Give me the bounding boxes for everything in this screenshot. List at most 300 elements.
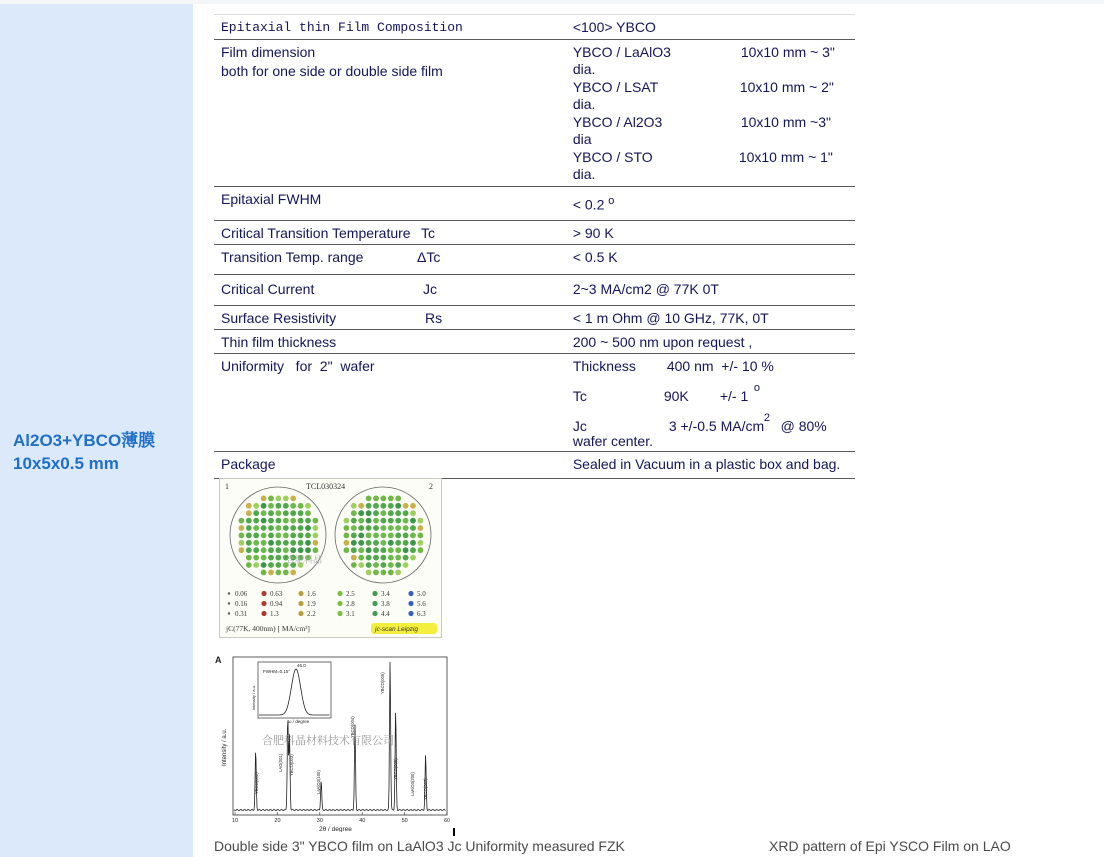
wafer-dot bbox=[305, 525, 311, 531]
dimension-dia: dia bbox=[572, 131, 592, 147]
wafer-dot bbox=[410, 540, 416, 546]
uniformity-tc-name: Tc bbox=[572, 388, 587, 404]
wafer-dot bbox=[246, 525, 252, 531]
xrd-watermark: 合肥科晶材料技术有限公司 bbox=[262, 735, 394, 747]
dimension-dia: dia. bbox=[572, 166, 596, 182]
uniformity-jc-name: Jc bbox=[572, 418, 587, 434]
wafer-dot bbox=[381, 555, 387, 561]
wafer-dot bbox=[253, 555, 259, 561]
wafer-dot bbox=[283, 540, 289, 546]
legend-value: 1.3 bbox=[270, 610, 279, 618]
wafer-dot bbox=[313, 533, 319, 539]
xrd-panel-letter: A bbox=[215, 655, 222, 665]
spec-value bbox=[566, 354, 855, 452]
wafer-dot bbox=[381, 540, 387, 546]
wafer-dot bbox=[403, 555, 409, 561]
wafer-dot bbox=[305, 540, 311, 546]
wafer-dot bbox=[395, 562, 401, 568]
jc-uniformity-image bbox=[219, 478, 442, 638]
legend-value: 1.9 bbox=[307, 600, 316, 608]
wafer-dot bbox=[268, 510, 274, 516]
wafer-dot bbox=[305, 533, 311, 539]
spec-row-dimension bbox=[214, 40, 855, 187]
xrd-inset-fwhm: FWHM=0.15° bbox=[263, 669, 291, 674]
jc-scan-badge: jc-scan Leipzig bbox=[375, 626, 418, 633]
spec-label bbox=[214, 306, 566, 330]
wafer-dot bbox=[276, 525, 282, 531]
wafer-dot bbox=[290, 533, 296, 539]
wafer-dot bbox=[246, 562, 252, 568]
wafer-dot bbox=[388, 540, 394, 546]
wafer-dot bbox=[366, 525, 372, 531]
wafer-dot bbox=[268, 570, 274, 576]
spec-row-dtc bbox=[214, 245, 855, 275]
wafer-dot bbox=[373, 547, 379, 553]
wafer-dot bbox=[366, 540, 372, 546]
wafer-dot bbox=[239, 540, 245, 546]
wafer-dot bbox=[381, 562, 387, 568]
wafer-dot bbox=[246, 547, 252, 553]
wafer-dot bbox=[418, 518, 424, 524]
wafer-dot bbox=[366, 503, 372, 509]
wafer-dot bbox=[246, 533, 252, 539]
dimension-item bbox=[573, 114, 848, 149]
jc-symbol: Jc bbox=[423, 281, 437, 297]
xrd-xtick-label: 20 bbox=[274, 818, 281, 824]
wafer-dot bbox=[268, 503, 274, 509]
wafer-dot bbox=[373, 562, 379, 568]
xrd-inset-ylabel: Intensity / a.u. bbox=[251, 685, 256, 710]
wafer-dot bbox=[261, 533, 267, 539]
product-name-line1: Al2O3+YBCO薄膜 bbox=[13, 431, 156, 450]
legend-value: 0.63 bbox=[270, 590, 283, 598]
wafer-dot bbox=[410, 547, 416, 553]
wafer-dot bbox=[344, 518, 350, 524]
wafer-dot bbox=[358, 540, 364, 546]
wafer-dot bbox=[298, 540, 304, 546]
wafer-dot bbox=[261, 562, 267, 568]
wafer-dot bbox=[290, 518, 296, 524]
fwhm-degree: o bbox=[608, 195, 615, 207]
wafer-dot bbox=[268, 547, 274, 553]
wafer-dot bbox=[410, 503, 416, 509]
dimension-material: YBCO / Al2O3 bbox=[572, 114, 663, 130]
wafer-dot bbox=[268, 555, 274, 561]
product-name-line2: 10x5x0.5 mm bbox=[13, 454, 119, 473]
spec-label: Package bbox=[214, 452, 566, 479]
wafer-dot bbox=[276, 503, 282, 509]
wafer-dot bbox=[403, 525, 409, 531]
wafer-dot bbox=[298, 547, 304, 553]
wafer-dot bbox=[351, 562, 357, 568]
wafer-dot bbox=[276, 540, 282, 546]
jc-uniformity-svg bbox=[220, 479, 441, 637]
dimension-material: YBCO / LSAT bbox=[572, 79, 659, 95]
wafer-dot bbox=[305, 510, 311, 516]
wafer-dot bbox=[403, 503, 409, 509]
wafer-dot bbox=[344, 540, 350, 546]
dimension-item bbox=[573, 44, 848, 79]
xrd-peak-label: LaAlO3(100) bbox=[316, 770, 321, 794]
spec-value: < 0.5 K bbox=[566, 245, 855, 275]
legend-swatch bbox=[261, 601, 266, 606]
xrd-xtick-label: 40 bbox=[359, 818, 366, 824]
uniformity-jc-line2: wafer center. bbox=[572, 433, 653, 449]
legend-swatch bbox=[408, 601, 413, 606]
wafer-dot bbox=[381, 533, 387, 539]
wafer-dot bbox=[358, 518, 364, 524]
xrd-peak-label: YBCO(004) bbox=[350, 716, 355, 738]
xrd-xticks bbox=[232, 812, 450, 824]
wafer-dot bbox=[261, 496, 267, 502]
wafer-dot bbox=[253, 540, 259, 546]
spec-row-fwhm bbox=[214, 187, 855, 221]
spec-value: < 1 m Ohm @ 10 GHz, 77K, 0T bbox=[566, 306, 855, 330]
wafer-dot bbox=[388, 510, 394, 516]
xrd-xlabel: 2θ / degree bbox=[319, 826, 352, 832]
wafer-dot bbox=[313, 540, 319, 546]
wafer-dot bbox=[395, 547, 401, 553]
legend-swatch bbox=[337, 611, 342, 616]
uniformity-thickness-name: Thickness bbox=[572, 358, 636, 374]
wafer-dot bbox=[246, 518, 252, 524]
xrd-peak-label: YBCO(006) bbox=[393, 758, 398, 780]
dimension-label: Film dimension bbox=[221, 44, 316, 60]
fwhm-value: < 0.2 bbox=[572, 196, 605, 213]
wafer-dot bbox=[305, 547, 311, 553]
spec-label: Epitaxial FWHM bbox=[214, 187, 566, 221]
wafer-dot bbox=[290, 547, 296, 553]
wafer-dot bbox=[276, 555, 282, 561]
wafer-dot bbox=[381, 518, 387, 524]
tc-label: Critical Transition Temperature bbox=[221, 225, 411, 241]
dimension-material: YBCO / LaAlO3 bbox=[572, 44, 671, 60]
wafer-dot bbox=[283, 525, 289, 531]
spec-row-jc bbox=[214, 275, 855, 306]
legend-value: 4.4 bbox=[381, 610, 390, 618]
caption-xrd: XRD pattern of Epi YSCO Film on LAO bbox=[769, 838, 1011, 854]
spec-value: <100> YBCO bbox=[566, 15, 855, 40]
wafer-dot bbox=[283, 503, 289, 509]
wafer-dot bbox=[283, 518, 289, 524]
dimension-size: 10x10 mm ~ 1" bbox=[738, 149, 833, 165]
wafer-dot bbox=[276, 518, 282, 524]
wafer-dot bbox=[366, 510, 372, 516]
xrd-peak-label: LaAlO3(200) bbox=[410, 772, 415, 796]
wafer-dot bbox=[253, 510, 259, 516]
wafer-dot bbox=[239, 533, 245, 539]
wafer1-number: 1 bbox=[225, 482, 229, 491]
wafer-dot bbox=[373, 503, 379, 509]
dtc-symbol: ΔTc bbox=[417, 249, 441, 265]
xrd-xtick-label: 60 bbox=[444, 818, 450, 824]
wafer-dot bbox=[246, 503, 252, 509]
wafer-dot bbox=[261, 525, 267, 531]
wafer2-dots bbox=[344, 496, 424, 576]
wafer-dot bbox=[366, 555, 372, 561]
legend-swatch bbox=[298, 591, 303, 596]
wafer-dot bbox=[290, 503, 296, 509]
xrd-ylabel: Intensity / a.u. bbox=[222, 728, 228, 766]
spec-value bbox=[566, 40, 855, 187]
wafer-dot bbox=[253, 503, 259, 509]
legend-value: 2.2 bbox=[307, 610, 316, 618]
spec-label: Thin film thickness bbox=[214, 330, 566, 354]
wafer-dot bbox=[373, 518, 379, 524]
wafer-dot bbox=[358, 547, 364, 553]
wafer-dot bbox=[388, 503, 394, 509]
wafer-dot bbox=[381, 510, 387, 516]
spec-row-package bbox=[214, 452, 855, 479]
legend-value: 5.0 bbox=[417, 590, 426, 598]
wafer-dot bbox=[239, 525, 245, 531]
xrd-pattern-image bbox=[214, 654, 450, 832]
legend-value: 3.8 bbox=[381, 600, 390, 608]
wafer-dot bbox=[358, 533, 364, 539]
wafer-dot bbox=[261, 540, 267, 546]
product-name bbox=[13, 429, 189, 475]
xrd-inset-peak: 46.0 bbox=[297, 663, 306, 668]
legend-swatch bbox=[298, 601, 303, 606]
uniformity-tc-value: 90K +/- 1 bbox=[663, 388, 749, 404]
wafer-dot bbox=[268, 562, 274, 568]
wafer-dot bbox=[268, 525, 274, 531]
legend-value: 0.31 bbox=[235, 610, 248, 618]
dimension-dia: dia. bbox=[572, 61, 596, 77]
wafer-dot bbox=[268, 496, 274, 502]
dimension-item bbox=[573, 149, 848, 184]
wafer-dot bbox=[373, 570, 379, 576]
uniformity-jc-tail: @ 80% bbox=[772, 418, 827, 434]
wafer-dot bbox=[410, 510, 416, 516]
wafer-dot bbox=[261, 510, 267, 516]
wafer-dot bbox=[276, 533, 282, 539]
wafer-dot bbox=[395, 570, 401, 576]
wafer-dot bbox=[246, 540, 252, 546]
legend-swatch bbox=[228, 612, 230, 614]
wafer-dot bbox=[344, 525, 350, 531]
wafer-dot bbox=[351, 547, 357, 553]
wafer-dot bbox=[373, 496, 379, 502]
dimension-sublabel: both for one side or double side film bbox=[221, 63, 443, 79]
wafer-dot bbox=[276, 510, 282, 516]
wafer-dot bbox=[381, 547, 387, 553]
wafer-dot bbox=[253, 533, 259, 539]
legend-swatch bbox=[261, 591, 266, 596]
wafer-dot bbox=[290, 525, 296, 531]
wafer-dot bbox=[313, 518, 319, 524]
legend-value: 6.3 bbox=[417, 610, 426, 618]
legend-swatch bbox=[372, 601, 377, 606]
spec-value: 2~3 MA/cm2 @ 77K 0T bbox=[566, 275, 855, 306]
wafer-dot bbox=[388, 525, 394, 531]
wafer-dot bbox=[253, 562, 259, 568]
wafer-dot bbox=[373, 510, 379, 516]
spec-value: > 90 K bbox=[566, 221, 855, 245]
dtc-label: Transition Temp. range bbox=[221, 249, 364, 265]
wafer-dot bbox=[298, 525, 304, 531]
wafer-dot bbox=[366, 562, 372, 568]
wafer-dot bbox=[388, 547, 394, 553]
wafer-dot bbox=[305, 518, 311, 524]
spec-value: 200 ~ 500 nm upon request , bbox=[566, 330, 855, 354]
dimension-material: YBCO / STO bbox=[572, 149, 653, 165]
legend-swatch bbox=[228, 592, 230, 594]
spec-row-uniformity bbox=[214, 354, 855, 452]
xrd-inset-xlabel: ω / degree bbox=[288, 719, 310, 724]
sample-id: TCL030324 bbox=[306, 482, 346, 491]
text-cursor bbox=[453, 828, 455, 836]
wafer-dot bbox=[253, 525, 259, 531]
wafer-dot bbox=[418, 547, 424, 553]
dimension-size: 10x10 mm ~3" bbox=[740, 114, 832, 130]
wafer-dot bbox=[366, 547, 372, 553]
wafer-dot bbox=[283, 496, 289, 502]
wafer-dot bbox=[366, 496, 372, 502]
wafer-dot bbox=[358, 503, 364, 509]
wafer-dot bbox=[290, 570, 296, 576]
wafer-dot bbox=[290, 496, 296, 502]
wafer-dot bbox=[366, 533, 372, 539]
wafer-dot bbox=[351, 533, 357, 539]
wafer-dot bbox=[418, 525, 424, 531]
wafer-dot bbox=[313, 525, 319, 531]
wafer-dot bbox=[366, 518, 372, 524]
spec-row-thickness bbox=[214, 330, 855, 354]
jc-watermark: 合肥科晶 bbox=[286, 555, 323, 565]
wafer-dot bbox=[388, 533, 394, 539]
wafer-dot bbox=[298, 503, 304, 509]
legend-value: 3.1 bbox=[346, 610, 355, 618]
jc-unit-label: jC(77K, 400nm) [ MA/cm²] bbox=[226, 624, 310, 633]
uniformity-jc-value: 3 +/-0.5 MA/cm bbox=[668, 418, 765, 434]
legend-swatch bbox=[337, 601, 342, 606]
wafer-dot bbox=[351, 525, 357, 531]
wafer-dot bbox=[366, 570, 372, 576]
wafer-dot bbox=[261, 503, 267, 509]
wafer-dot bbox=[290, 540, 296, 546]
legend-value: 0.06 bbox=[235, 590, 248, 598]
wafer-dot bbox=[283, 570, 289, 576]
spec-label bbox=[214, 245, 566, 275]
wafer-dot bbox=[253, 518, 259, 524]
jc-legend bbox=[228, 590, 426, 618]
spec-label bbox=[214, 221, 566, 245]
legend-swatch bbox=[228, 602, 230, 604]
rs-label: Surface Resistivity bbox=[221, 310, 337, 326]
wafer-dot bbox=[298, 533, 304, 539]
uniformity-thickness-value: 400 nm +/- 10 % bbox=[666, 358, 774, 374]
wafer-dot bbox=[410, 533, 416, 539]
legend-swatch bbox=[261, 611, 266, 616]
wafer-dot bbox=[381, 503, 387, 509]
wafer-dot bbox=[410, 518, 416, 524]
wafer-dot bbox=[268, 540, 274, 546]
jc-label: Critical Current bbox=[221, 281, 315, 297]
wafer-dot bbox=[418, 540, 424, 546]
xrd-xtick-label: 10 bbox=[232, 818, 239, 824]
legend-value: 0.94 bbox=[270, 600, 283, 608]
legend-swatch bbox=[372, 591, 377, 596]
wafer-dot bbox=[358, 562, 364, 568]
dimension-item bbox=[573, 79, 848, 114]
wafer-dot bbox=[395, 540, 401, 546]
legend-value: 2.5 bbox=[346, 590, 355, 598]
wafer-dot bbox=[283, 533, 289, 539]
wafer-dot bbox=[403, 540, 409, 546]
wafer-dot bbox=[373, 525, 379, 531]
wafer-dot bbox=[403, 562, 409, 568]
wafer-dot bbox=[351, 518, 357, 524]
xrd-peak-label: LAO(001) bbox=[278, 753, 283, 772]
wafer-dot bbox=[403, 533, 409, 539]
legend-swatch bbox=[408, 611, 413, 616]
wafer-dot bbox=[358, 555, 364, 561]
wafer-dot bbox=[403, 510, 409, 516]
legend-value: 5.6 bbox=[417, 600, 426, 608]
spec-table bbox=[214, 14, 855, 479]
wafer-dot bbox=[358, 510, 364, 516]
wafer-dot bbox=[276, 570, 282, 576]
wafer-dot bbox=[403, 518, 409, 524]
spec-row-tc bbox=[214, 221, 855, 245]
wafer-dot bbox=[261, 547, 267, 553]
wafer-dot bbox=[268, 518, 274, 524]
wafer-dot bbox=[246, 510, 252, 516]
wafer-dot bbox=[388, 496, 394, 502]
wafer-dot bbox=[283, 547, 289, 553]
xrd-xtick-label: 30 bbox=[316, 818, 323, 824]
legend-value: 3.4 bbox=[381, 590, 390, 598]
xrd-xtick-label: 50 bbox=[401, 818, 408, 824]
wafer-dot bbox=[283, 510, 289, 516]
wafer-dot bbox=[388, 518, 394, 524]
wafer-dot bbox=[246, 555, 252, 561]
xrd-peak-label: YBCO(007) bbox=[423, 778, 428, 800]
caption-jc-uniformity: Double side 3" YBCO film on LaAlO3 Jc Uniformity measured FZK bbox=[214, 838, 625, 854]
dimension-size: 10x10 mm ~ 2" bbox=[739, 79, 834, 95]
wafer-dot bbox=[418, 533, 424, 539]
xrd-peak-label: YBCO(002) bbox=[254, 772, 259, 794]
legend-value: 1.6 bbox=[307, 590, 316, 598]
wafer-dot bbox=[381, 496, 387, 502]
wafer-dot bbox=[410, 525, 416, 531]
wafer-dot bbox=[395, 518, 401, 524]
wafer-dot bbox=[403, 547, 409, 553]
wafer-dot bbox=[410, 555, 416, 561]
rs-symbol: Rs bbox=[425, 310, 443, 326]
wafer-dot bbox=[253, 547, 259, 553]
spec-row-composition bbox=[214, 15, 855, 40]
wafer-dot bbox=[276, 547, 282, 553]
wafer-dot bbox=[313, 547, 319, 553]
legend-swatch bbox=[337, 591, 342, 596]
wafer-dot bbox=[381, 570, 387, 576]
wafer-dot bbox=[388, 562, 394, 568]
spec-label: Epitaxial thin Film Composition bbox=[214, 15, 566, 40]
wafer-dot bbox=[381, 525, 387, 531]
wafer-dot bbox=[395, 533, 401, 539]
wafer-dot bbox=[373, 555, 379, 561]
wafer-dot bbox=[395, 496, 401, 502]
wafer-dot bbox=[395, 503, 401, 509]
wafer-dot bbox=[268, 533, 274, 539]
wafer-dot bbox=[290, 510, 296, 516]
wafer-dot bbox=[344, 547, 350, 553]
dimension-size: 10x10 mm ~ 3" bbox=[740, 44, 835, 60]
legend-swatch bbox=[408, 591, 413, 596]
spec-value bbox=[566, 187, 855, 221]
